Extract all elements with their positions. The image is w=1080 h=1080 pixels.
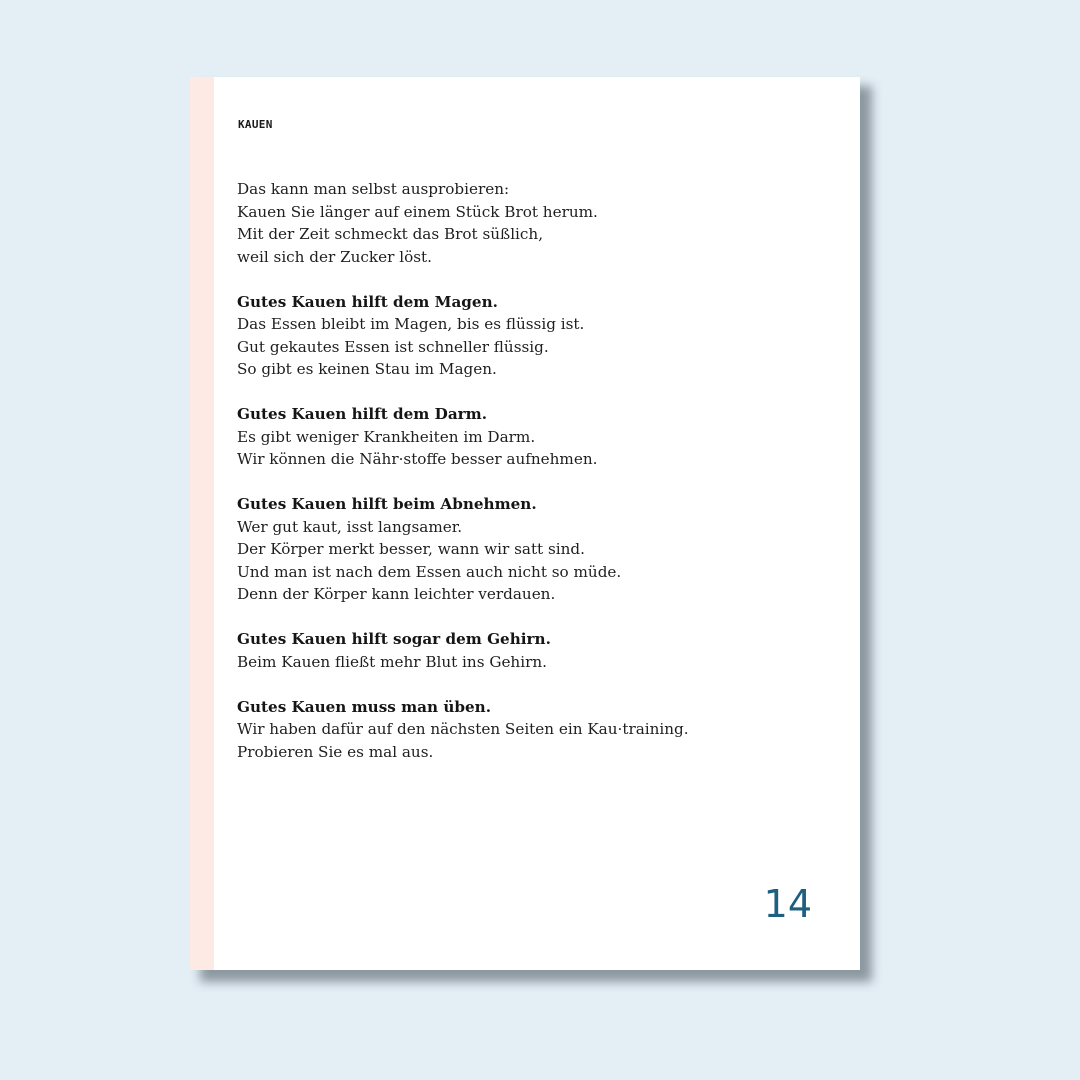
- paragraph-heading: Gutes Kauen hilft dem Magen.: [237, 292, 498, 311]
- body-text-line: Der Körper merkt besser, wann wir satt sind.: [237, 540, 585, 558]
- body-text-line: Und man ist nach dem Essen auch nicht so müde.: [237, 562, 622, 581]
- paragraph-heading: Gutes Kauen hilft sogar dem Gehirn.: [237, 630, 551, 648]
- body-text-line: Denn der Körper kann leichter verdauen.: [237, 585, 556, 603]
- body-text-line: Wir können die Nähr·stoffe besser aufnehmen.: [237, 450, 598, 468]
- body-text-line: Kauen Sie länger auf einem Stück Brot herum.: [237, 202, 598, 221]
- body-text-line: Probieren Sie es mal aus.: [237, 742, 434, 761]
- body-text-line: weil sich der Zucker löst.: [237, 247, 432, 266]
- body-text-line: Beim Kauen fließt mehr Blut ins Gehirn.: [237, 652, 547, 671]
- body-text-line: Das kann man selbst ausprobieren:: [237, 180, 510, 198]
- body-text-line: Es gibt weniger Krankheiten im Darm.: [237, 427, 536, 446]
- body-text-line: Mit der Zeit schmeckt das Brot süßlich,: [237, 225, 544, 243]
- chapter-label: KAUEN: [238, 118, 273, 131]
- body-text-line: So gibt es keinen Stau im Magen.: [237, 360, 497, 378]
- paragraph-heading: Gutes Kauen hilft dem Darm.: [237, 405, 488, 423]
- page-number: 14: [763, 882, 812, 926]
- paragraph-heading: Gutes Kauen hilft beim Abnehmen.: [237, 495, 537, 513]
- page-body: [237, 178, 837, 786]
- body-text-line: Wer gut kaut, isst langsamer.: [237, 517, 463, 536]
- body-text-line: Das Essen bleibt im Magen, bis es flüssig ist.: [237, 315, 585, 333]
- body-text-line: Gut gekautes Essen ist schneller flüssig.: [237, 337, 549, 356]
- body-text-line: Wir haben dafür auf den nächsten Seiten ein Kau·training.: [237, 720, 689, 738]
- paragraph-heading: Gutes Kauen muss man üben.: [237, 697, 491, 716]
- paragraph: [237, 696, 837, 764]
- paragraph: [237, 178, 837, 268]
- book-page: [190, 77, 860, 970]
- paragraph: [237, 493, 837, 606]
- paragraph: [237, 628, 837, 673]
- page-margin-strip: [190, 77, 214, 970]
- paragraph: [237, 403, 837, 471]
- paragraph: [237, 291, 837, 381]
